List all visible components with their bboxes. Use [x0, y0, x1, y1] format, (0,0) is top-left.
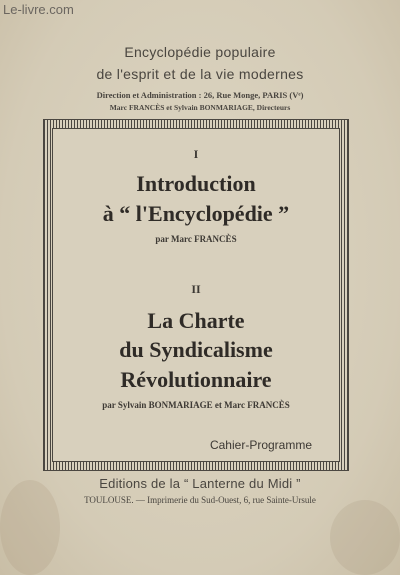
part-two-title-line3: Révolutionnaire	[120, 367, 272, 392]
part-two-numeral: II	[191, 282, 201, 296]
part-two-author: par Sylvain BONMARIAGE et Marc FRANCÈS	[102, 400, 290, 410]
directors-line: Marc FRANCÈS et Sylvain BONMARIAGE, Directeurs	[109, 103, 291, 112]
part-two-title-line1: La Charte	[147, 308, 245, 333]
paper-stain	[330, 500, 400, 575]
series-title-line2: de l'esprit et de la vie modernes	[96, 66, 304, 82]
part-one-numeral: I	[193, 147, 199, 161]
watermark-text: Le-livre.com	[3, 2, 74, 17]
printer-line: TOULOUSE. — Imprimerie du Sud-Ouest, 6, rue Sainte-Ursule	[84, 495, 316, 505]
part-two-title-line2: du Syndicalisme	[119, 337, 273, 362]
part-one-author: par Marc FRANCÈS	[155, 234, 237, 244]
editions-line: Editions de la “ Lanterne du Midi ”	[99, 476, 301, 491]
series-title-line1: Encyclopédie populaire	[124, 44, 276, 60]
part-one-title-line2: à “ l'Encyclopédie ”	[102, 201, 290, 226]
address-line: Direction et Administration : 26, Rue Monge, PARIS (Vᵉ)	[96, 90, 304, 100]
publisher-footer	[0, 476, 400, 505]
cahier-label: Cahier-Programme	[209, 438, 312, 452]
part-one-title-line1: Introduction	[136, 171, 256, 196]
series-header	[0, 42, 400, 112]
